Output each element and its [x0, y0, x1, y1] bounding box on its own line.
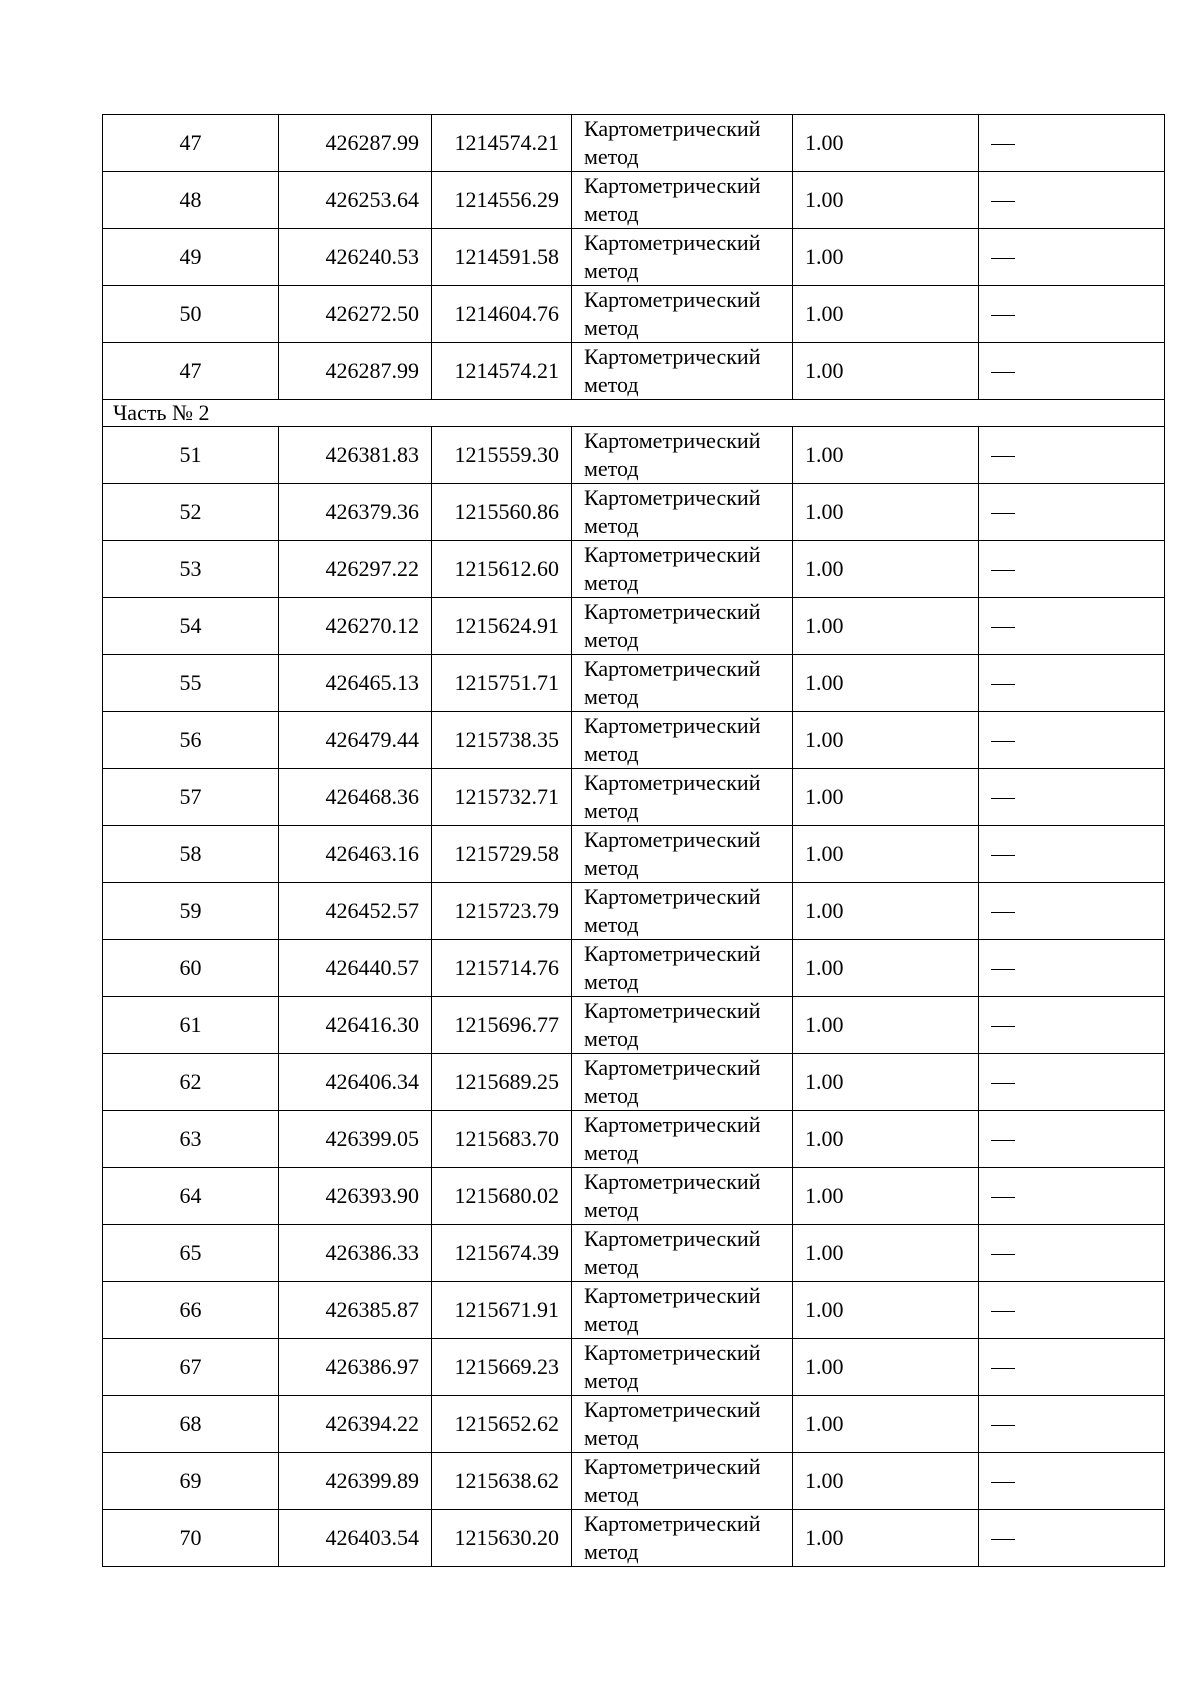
- description-cell: [979, 115, 1165, 172]
- accuracy-cell: 1.00: [793, 769, 979, 826]
- em-dash-mark: [991, 1425, 1015, 1426]
- y-coordinate-cell: 1215624.91: [432, 598, 572, 655]
- x-coordinate-cell: 426287.99: [279, 343, 432, 400]
- accuracy-cell: 1.00: [793, 1396, 979, 1453]
- y-coordinate-cell: 1215674.39: [432, 1225, 572, 1282]
- y-coordinate-cell: 1215630.20: [432, 1510, 572, 1567]
- description-cell: [979, 940, 1165, 997]
- method-label-line1: Картометрический: [584, 1226, 761, 1251]
- method-label-line1: Картометрический: [584, 941, 761, 966]
- point-number-cell: 70: [103, 1510, 279, 1567]
- table-row: [103, 1168, 1165, 1225]
- y-coordinate-cell: 1215638.62: [432, 1453, 572, 1510]
- em-dash-mark: [991, 456, 1015, 457]
- em-dash-mark: [991, 372, 1015, 373]
- y-coordinate-cell: 1215669.23: [432, 1339, 572, 1396]
- description-cell: [979, 883, 1165, 940]
- x-coordinate-cell: 426440.57: [279, 940, 432, 997]
- accuracy-cell: 1.00: [793, 1168, 979, 1225]
- table-row: [103, 769, 1165, 826]
- method-cell: [572, 598, 793, 655]
- em-dash-mark: [991, 627, 1015, 628]
- y-coordinate-cell: 1214556.29: [432, 172, 572, 229]
- accuracy-cell: 1.00: [793, 1111, 979, 1168]
- method-cell: [572, 769, 793, 826]
- point-number-cell: 59: [103, 883, 279, 940]
- accuracy-cell: 1.00: [793, 1453, 979, 1510]
- x-coordinate-cell: 426253.64: [279, 172, 432, 229]
- accuracy-cell: 1.00: [793, 1054, 979, 1111]
- accuracy-cell: 1.00: [793, 712, 979, 769]
- description-cell: [979, 769, 1165, 826]
- method-label-line2: метод: [584, 570, 639, 595]
- method-cell: [572, 115, 793, 172]
- x-coordinate-cell: 426416.30: [279, 997, 432, 1054]
- description-cell: [979, 598, 1165, 655]
- method-label-line2: метод: [584, 1539, 639, 1564]
- em-dash-mark: [991, 798, 1015, 799]
- accuracy-cell: 1.00: [793, 115, 979, 172]
- y-coordinate-cell: 1215729.58: [432, 826, 572, 883]
- y-coordinate-cell: 1214574.21: [432, 343, 572, 400]
- description-cell: [979, 1054, 1165, 1111]
- method-cell: [572, 1396, 793, 1453]
- accuracy-cell: 1.00: [793, 427, 979, 484]
- method-label-line2: метод: [584, 684, 639, 709]
- em-dash-mark: [991, 1197, 1015, 1198]
- method-label-line2: метод: [584, 513, 639, 538]
- x-coordinate-cell: 426468.36: [279, 769, 432, 826]
- point-number-cell: 57: [103, 769, 279, 826]
- method-label-line1: Картометрический: [584, 1340, 761, 1365]
- em-dash-mark: [991, 144, 1015, 145]
- em-dash-mark: [991, 1311, 1015, 1312]
- accuracy-cell: 1.00: [793, 172, 979, 229]
- method-label-line1: Картометрический: [584, 485, 761, 510]
- method-label-line1: Картометрический: [584, 287, 761, 312]
- method-label-line2: метод: [584, 201, 639, 226]
- x-coordinate-cell: 426463.16: [279, 826, 432, 883]
- point-number-cell: 54: [103, 598, 279, 655]
- accuracy-cell: 1.00: [793, 1225, 979, 1282]
- point-number-cell: 65: [103, 1225, 279, 1282]
- method-label-line2: метод: [584, 456, 639, 481]
- point-number-cell: 51: [103, 427, 279, 484]
- point-number-cell: 58: [103, 826, 279, 883]
- table-row: [103, 1054, 1165, 1111]
- accuracy-cell: 1.00: [793, 1339, 979, 1396]
- method-label-line2: метод: [584, 1026, 639, 1051]
- method-label-line2: метод: [584, 1254, 639, 1279]
- table-row: [103, 1111, 1165, 1168]
- accuracy-cell: 1.00: [793, 1282, 979, 1339]
- method-label-line2: метод: [584, 1197, 639, 1222]
- em-dash-mark: [991, 201, 1015, 202]
- accuracy-cell: 1.00: [793, 229, 979, 286]
- method-label-line1: Картометрический: [584, 998, 761, 1023]
- em-dash-mark: [991, 1083, 1015, 1084]
- coordinates-table: [102, 114, 1165, 1567]
- method-label-line2: метод: [584, 798, 639, 823]
- y-coordinate-cell: 1215652.62: [432, 1396, 572, 1453]
- y-coordinate-cell: 1215683.70: [432, 1111, 572, 1168]
- accuracy-cell: 1.00: [793, 484, 979, 541]
- method-label-line1: Картометрический: [584, 1511, 761, 1536]
- x-coordinate-cell: 426403.54: [279, 1510, 432, 1567]
- method-label-line2: метод: [584, 1311, 639, 1336]
- accuracy-cell: 1.00: [793, 1510, 979, 1567]
- y-coordinate-cell: 1215714.76: [432, 940, 572, 997]
- point-number-cell: 60: [103, 940, 279, 997]
- method-cell: [572, 1510, 793, 1567]
- method-label-line1: Картометрический: [584, 1397, 761, 1422]
- x-coordinate-cell: 426386.97: [279, 1339, 432, 1396]
- x-coordinate-cell: 426406.34: [279, 1054, 432, 1111]
- section-label: Часть № 2: [103, 400, 1165, 427]
- description-cell: [979, 229, 1165, 286]
- x-coordinate-cell: 426297.22: [279, 541, 432, 598]
- em-dash-mark: [991, 513, 1015, 514]
- table-row: [103, 940, 1165, 997]
- table-row: [103, 541, 1165, 598]
- method-label-line2: метод: [584, 144, 639, 169]
- method-label-line2: метод: [584, 258, 639, 283]
- method-label-line2: метод: [584, 1482, 639, 1507]
- y-coordinate-cell: 1215689.25: [432, 1054, 572, 1111]
- method-label-line2: метод: [584, 1368, 639, 1393]
- method-label-line2: метод: [584, 1140, 639, 1165]
- point-number-cell: 68: [103, 1396, 279, 1453]
- method-label-line1: Картометрический: [584, 116, 761, 141]
- x-coordinate-cell: 426393.90: [279, 1168, 432, 1225]
- method-cell: [572, 1282, 793, 1339]
- method-label-line1: Картометрический: [584, 344, 761, 369]
- method-cell: [572, 826, 793, 883]
- x-coordinate-cell: 426394.22: [279, 1396, 432, 1453]
- point-number-cell: 49: [103, 229, 279, 286]
- method-cell: [572, 1339, 793, 1396]
- table-row: [103, 826, 1165, 883]
- y-coordinate-cell: 1214574.21: [432, 115, 572, 172]
- point-number-cell: 52: [103, 484, 279, 541]
- em-dash-mark: [991, 855, 1015, 856]
- em-dash-mark: [991, 570, 1015, 571]
- table-row: [103, 598, 1165, 655]
- method-cell: [572, 1225, 793, 1282]
- description-cell: [979, 1111, 1165, 1168]
- accuracy-cell: 1.00: [793, 598, 979, 655]
- x-coordinate-cell: 426399.05: [279, 1111, 432, 1168]
- description-cell: [979, 172, 1165, 229]
- y-coordinate-cell: 1214591.58: [432, 229, 572, 286]
- method-cell: [572, 541, 793, 598]
- y-coordinate-cell: 1215612.60: [432, 541, 572, 598]
- point-number-cell: 61: [103, 997, 279, 1054]
- table-row: [103, 286, 1165, 343]
- em-dash-mark: [991, 1254, 1015, 1255]
- description-cell: [979, 655, 1165, 712]
- description-cell: [979, 1339, 1165, 1396]
- method-label-line1: Картометрический: [584, 1055, 761, 1080]
- y-coordinate-cell: 1215738.35: [432, 712, 572, 769]
- x-coordinate-cell: 426240.53: [279, 229, 432, 286]
- accuracy-cell: 1.00: [793, 940, 979, 997]
- description-cell: [979, 1225, 1165, 1282]
- x-coordinate-cell: 426479.44: [279, 712, 432, 769]
- method-label-line1: Картометрический: [584, 656, 761, 681]
- description-cell: [979, 712, 1165, 769]
- method-label-line1: Картометрический: [584, 173, 761, 198]
- accuracy-cell: 1.00: [793, 343, 979, 400]
- em-dash-mark: [991, 741, 1015, 742]
- method-cell: [572, 655, 793, 712]
- method-label-line1: Картометрический: [584, 1454, 761, 1479]
- x-coordinate-cell: 426272.50: [279, 286, 432, 343]
- method-label-line1: Картометрический: [584, 884, 761, 909]
- em-dash-mark: [991, 1482, 1015, 1483]
- description-cell: [979, 343, 1165, 400]
- method-label-line2: метод: [584, 741, 639, 766]
- y-coordinate-cell: 1215723.79: [432, 883, 572, 940]
- y-coordinate-cell: 1215732.71: [432, 769, 572, 826]
- point-number-cell: 66: [103, 1282, 279, 1339]
- description-cell: [979, 1168, 1165, 1225]
- method-cell: [572, 343, 793, 400]
- em-dash-mark: [991, 969, 1015, 970]
- method-label-line1: Картометрический: [584, 542, 761, 567]
- point-number-cell: 47: [103, 343, 279, 400]
- section-header-row: [103, 400, 1165, 427]
- table-row: [103, 883, 1165, 940]
- table-row: [103, 1339, 1165, 1396]
- table-row: [103, 1396, 1165, 1453]
- method-label-line2: метод: [584, 372, 639, 397]
- method-cell: [572, 286, 793, 343]
- em-dash-mark: [991, 1539, 1015, 1540]
- method-cell: [572, 1111, 793, 1168]
- em-dash-mark: [991, 1140, 1015, 1141]
- y-coordinate-cell: 1214604.76: [432, 286, 572, 343]
- em-dash-mark: [991, 1026, 1015, 1027]
- point-number-cell: 64: [103, 1168, 279, 1225]
- table-row: [103, 997, 1165, 1054]
- point-number-cell: 50: [103, 286, 279, 343]
- method-label-line2: метод: [584, 855, 639, 880]
- point-number-cell: 48: [103, 172, 279, 229]
- table-row: [103, 655, 1165, 712]
- method-label-line2: метод: [584, 315, 639, 340]
- y-coordinate-cell: 1215680.02: [432, 1168, 572, 1225]
- x-coordinate-cell: 426287.99: [279, 115, 432, 172]
- x-coordinate-cell: 426270.12: [279, 598, 432, 655]
- accuracy-cell: 1.00: [793, 655, 979, 712]
- method-label-line2: метод: [584, 1425, 639, 1450]
- method-cell: [572, 484, 793, 541]
- description-cell: [979, 826, 1165, 883]
- em-dash-mark: [991, 684, 1015, 685]
- method-label-line1: Картометрический: [584, 1283, 761, 1308]
- point-number-cell: 69: [103, 1453, 279, 1510]
- method-label-line2: метод: [584, 912, 639, 937]
- description-cell: [979, 427, 1165, 484]
- accuracy-cell: 1.00: [793, 997, 979, 1054]
- y-coordinate-cell: 1215751.71: [432, 655, 572, 712]
- accuracy-cell: 1.00: [793, 826, 979, 883]
- table-row: [103, 1510, 1165, 1567]
- method-label-line1: Картометрический: [584, 827, 761, 852]
- em-dash-mark: [991, 1368, 1015, 1369]
- y-coordinate-cell: 1215559.30: [432, 427, 572, 484]
- description-cell: [979, 1282, 1165, 1339]
- point-number-cell: 67: [103, 1339, 279, 1396]
- y-coordinate-cell: 1215560.86: [432, 484, 572, 541]
- method-label-line1: Картометрический: [584, 230, 761, 255]
- x-coordinate-cell: 426452.57: [279, 883, 432, 940]
- accuracy-cell: 1.00: [793, 286, 979, 343]
- table-row: [103, 427, 1165, 484]
- point-number-cell: 53: [103, 541, 279, 598]
- x-coordinate-cell: 426386.33: [279, 1225, 432, 1282]
- table-row: [103, 229, 1165, 286]
- description-cell: [979, 1396, 1165, 1453]
- table-row: [103, 343, 1165, 400]
- method-cell: [572, 883, 793, 940]
- em-dash-mark: [991, 315, 1015, 316]
- method-label-line1: Картометрический: [584, 770, 761, 795]
- point-number-cell: 63: [103, 1111, 279, 1168]
- point-number-cell: 55: [103, 655, 279, 712]
- point-number-cell: 56: [103, 712, 279, 769]
- method-cell: [572, 427, 793, 484]
- x-coordinate-cell: 426399.89: [279, 1453, 432, 1510]
- method-label-line1: Картометрический: [584, 713, 761, 738]
- x-coordinate-cell: 426379.36: [279, 484, 432, 541]
- method-label-line2: метод: [584, 627, 639, 652]
- description-cell: [979, 1453, 1165, 1510]
- em-dash-mark: [991, 258, 1015, 259]
- method-label-line2: метод: [584, 969, 639, 994]
- table-row: [103, 115, 1165, 172]
- method-label-line1: Картометрический: [584, 1169, 761, 1194]
- accuracy-cell: 1.00: [793, 883, 979, 940]
- table-row: [103, 484, 1165, 541]
- method-cell: [572, 1168, 793, 1225]
- em-dash-mark: [991, 912, 1015, 913]
- description-cell: [979, 286, 1165, 343]
- method-cell: [572, 712, 793, 769]
- table-row: [103, 1282, 1165, 1339]
- point-number-cell: 62: [103, 1054, 279, 1111]
- method-cell: [572, 172, 793, 229]
- description-cell: [979, 997, 1165, 1054]
- table-row: [103, 1225, 1165, 1282]
- method-cell: [572, 1453, 793, 1510]
- x-coordinate-cell: 426381.83: [279, 427, 432, 484]
- table-row: [103, 712, 1165, 769]
- method-label-line2: метод: [584, 1083, 639, 1108]
- description-cell: [979, 1510, 1165, 1567]
- y-coordinate-cell: 1215696.77: [432, 997, 572, 1054]
- method-label-line1: Картометрический: [584, 599, 761, 624]
- table-row: [103, 172, 1165, 229]
- method-cell: [572, 997, 793, 1054]
- table-row: [103, 1453, 1165, 1510]
- x-coordinate-cell: 426465.13: [279, 655, 432, 712]
- x-coordinate-cell: 426385.87: [279, 1282, 432, 1339]
- y-coordinate-cell: 1215671.91: [432, 1282, 572, 1339]
- accuracy-cell: 1.00: [793, 541, 979, 598]
- description-cell: [979, 484, 1165, 541]
- point-number-cell: 47: [103, 115, 279, 172]
- method-label-line1: Картометрический: [584, 428, 761, 453]
- method-cell: [572, 940, 793, 997]
- method-label-line1: Картометрический: [584, 1112, 761, 1137]
- method-cell: [572, 1054, 793, 1111]
- method-cell: [572, 229, 793, 286]
- description-cell: [979, 541, 1165, 598]
